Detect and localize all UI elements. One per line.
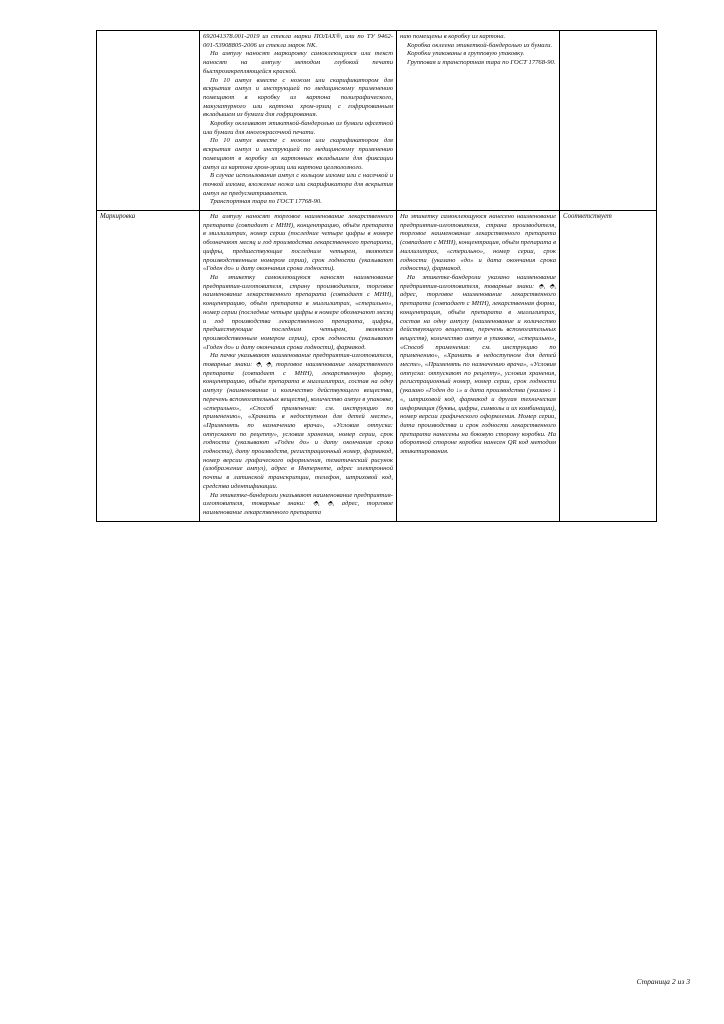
paragraph: По 10 ампул вместе с ножом или скарификатором для вскрытия ампул и инструкцией по медицинскому применению помещают в коробку из картона полиграфического, макулатурного или картона хром-эрзац с гофрированным вкладышем из бумаги для гофрирования.	[203, 76, 393, 119]
page-footer: Страница 2 из 3	[636, 977, 690, 986]
paragraph: По 10 ампул вместе с ножом или скарификатором для вскрытия ампул и инструкцией по медицинскому применению помещают в коробку из картонных вкладышем для фиксации ампул из картона хром-эрзац или картона целлюлозного.	[203, 137, 393, 171]
row-label-text: Маркировка	[100, 213, 136, 221]
conclusion-cell	[560, 31, 657, 211]
paragraph: В случае использования ампул с кольцом излома или с насечкой и точкой излома, вложение ножа или скарификатора для вскрытия ампул не предусматривается.	[203, 172, 393, 197]
requirement-cell	[200, 31, 397, 211]
specification-table	[96, 30, 657, 522]
paragraph: На ампулу наносят торговое наименование лекарственного препарата (совпадает с МНН), концентрацию, объём препарата в миллилитрах, номер серии (последние четыре цифры в номере обозначают месяц и год производства лекарственного препарата, цифры, предшествующие последним четырем, являются производственным номером серии), срок годности (указывают «Годен до» и дату окончания срока годности).	[203, 213, 393, 273]
paragraph: нию помещены в коробку из картона.	[400, 33, 506, 40]
result-cell	[397, 211, 560, 522]
paragraph: 692041378.001-2019 из стекла марки ПОЛАХ®, или по ТУ 9462-001-53908805-2006 из стекла марок NK.	[203, 33, 393, 49]
paragraph: Групповая и транспортная тара по ГОСТ 17768-90.	[407, 59, 556, 67]
conclusion-text: Соответствует	[563, 213, 612, 221]
paragraph: Коробка оклеена этикеткой-бандеролью из бумаги.	[407, 41, 553, 49]
paragraph: На этикетке-бандероли указывают наименование предприятия-изготовителя, товарные знаки: ⬘, ⬘, адрес, торговое наименование лекарственного препарата	[203, 491, 393, 516]
paragraph: Коробку оклеивают этикеткой-бандеролью из бумаги офсетной или бумаги для многокрасочной печати.	[203, 120, 393, 136]
requirement-cell	[200, 211, 397, 522]
paragraph: На этикетке-бандероли указано наименование предприятия-изготовителя, товарные знаки: ⬘, ⬘, адрес, торговое наименование лекарственного препарата (совпадает с МНН), лекарственная форма, концентрация, объём препарата в миллилитрах, состав на одну ампулу (наименование и количество действующего вещества, перечень вспомогательных веществ), количество ампул в упаковке, «стерильно», «Способ применения: см. инструкцию по применению», «Хранить в недоступном для детей месте», «Применять по назначению врача», «Условия отпуска: отпускают по рецепту», условия хранения, регистрационный номер, номер серии, срок годности (указано «Годен до ↓» и дата производства (указано ↓ «, штриховой код, фармакод и другая техническая информация (буквы, цифры, символы и их комбинации), номер версии графического оформления. Номер серии, дата производства и срок годности лекарственного препарата нанесены на боковую сторону коробки. На оборотной стороне коробки нанесен QR код методом этикетирования.	[400, 273, 556, 456]
paragraph: На этикетку самоклеющуюся наносят наименование предприятия-изготовителя, страну производителя, торговое наименование лекарственного препарата (совпадает с МНН), концентрацию, объём препарата в миллилитрах, «стерильно», номер серии (последние четыре цифры в номере обозначают месяц и год производства лекарственного препарата, цифры, предшествующие последним четырем, являются производственным номером серии), срок годности (указывают «Годен до» и дату окончания срока годности), фармакод.	[203, 273, 393, 351]
table-row	[97, 211, 657, 522]
paragraph: Коробки упакованы в групповую упаковку.	[407, 50, 525, 58]
conclusion-cell	[560, 211, 657, 522]
paragraph: Транспортная тара по ГОСТ 17768-90.	[210, 198, 322, 206]
table-row	[97, 31, 657, 211]
paragraph: На пачке указывают наименование предприятия-изготовителя, товарные знаки: ⬘, ⬘, торговое наименование лекарственного препарата (совпадает с МНН), лекарственную форму, концентрацию, объём препарата в миллилитрах, состав на одну ампулу (наименование и количество действующего вещества, перечень вспомогательных веществ), количество ампул в упаковке, «стерильно», «Способ применения: см. инструкцию по применению», «Хранить в недоступном для детей месте», «Применять по назначению врача», «Условия отпуска: отпускают по рецепту», условия хранения, номер серии, срок годности (указывают «Годен до» и дату окончания срока годности), дату производств, регистрационный номер, фармакод, номер версии графического оформления, тематический рисунок (изображение ампул), адрес в Интернете, адрес электронной почты в латинской транскрипции, телефон, штриховой код, средства идентификации.	[203, 352, 393, 490]
paragraph: На этикетку самоклеющуюся нанесено наименование предприятия-изготовителя, страна производителя, торговое наименование лекарственного препарата (совпадает с МНН), концентрация, объём препарата в миллилитрах, «стерильно», номер серии, срок годности (указано «до» и дата окончания срока годности), фармакод.	[400, 213, 556, 273]
row-label-cell	[97, 211, 200, 522]
row-label-cell	[97, 31, 200, 211]
result-cell	[397, 31, 560, 211]
paragraph: На ампулу наносят маркировку самоклеющуюся или текст наносят на ампулу методом глубокой печати быстрозакрепляющейся краской.	[203, 50, 393, 75]
